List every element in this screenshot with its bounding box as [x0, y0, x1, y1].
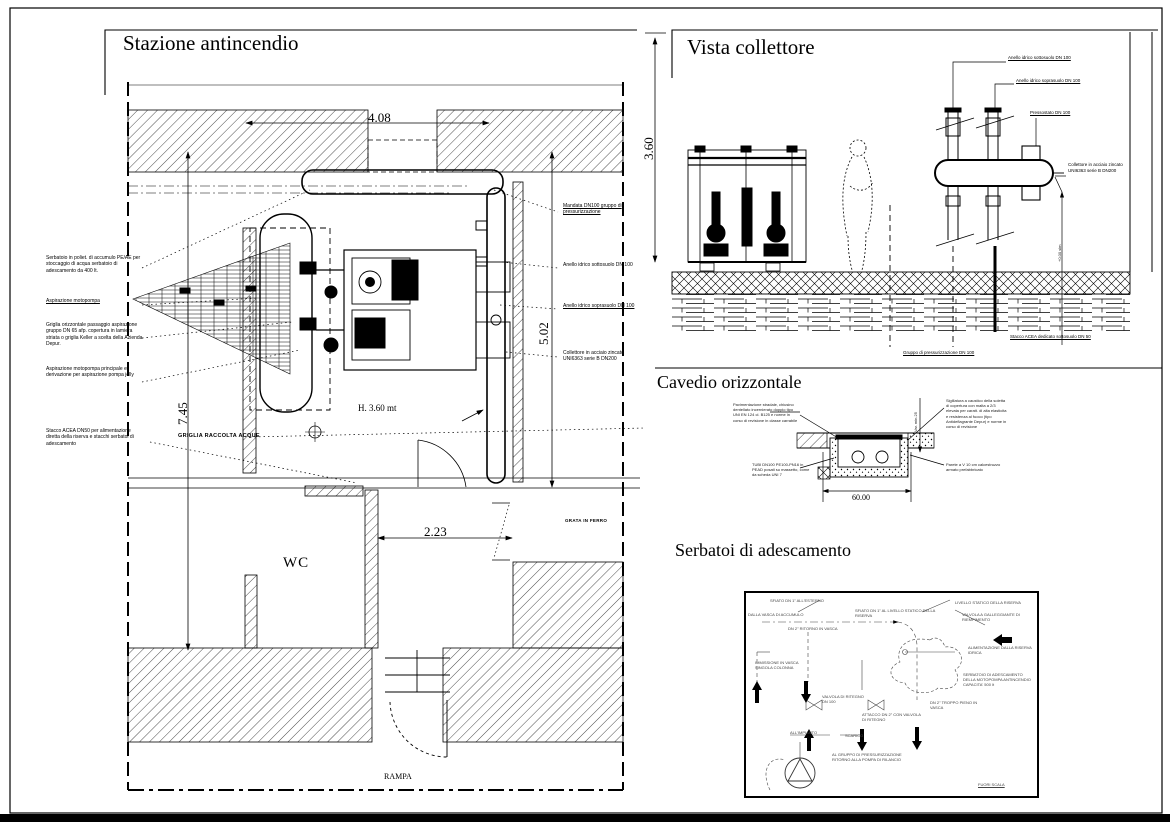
serbatoi-note-vasca-accumulo: DALLA VASCA DI ACCUMULO	[748, 612, 804, 617]
cavedio-annotation-sigillatura: Sigillatura a caustico della soletta di copertura con malta a 2/3 elevata per caratt. di alta elasticita e resistenza al fuoco (tipo Antideflagrante Depur) e norme in corso di revisione	[946, 398, 1007, 429]
cavedio-dim-bottom: 60.00	[852, 493, 870, 502]
stazione-ramp-label: RAMPA	[384, 772, 412, 781]
serbatoi-note-attacco: ATTACCO DN 2" CON VALVOLA DI RITEGNO	[862, 712, 921, 722]
stazione-dim-left: 7.45	[175, 402, 190, 425]
cavedio-annotation-pavimentazione: Pavimentazione stradale, chiusino dentellato incernierato doppio tipo UNI EN 124 cl. B125 e norme in corso di revisione in classe carrabile	[733, 402, 798, 423]
vista-label-anello-sottosuolo: Anello idrico sottosuolo DN 100	[1008, 55, 1071, 60]
stazione-label-serbatoio: Serbatoio in poliet. di accumulo PE/AE per stoccaggio di acqua serbatoio di adescamento da 400 lt.	[46, 255, 141, 274]
vista-level-note: +0.00 slm	[1057, 244, 1062, 262]
vista-label-pressostato: Pressostato DN 100	[1030, 110, 1071, 115]
vista-title: Vista collettore	[687, 35, 815, 59]
serbatoi-note-serbatoio: SERBATOIO DI ADESCAMENTO DELLA MOTOPOMPA ANTINCENDIO CAPACITA' 500 lt	[963, 672, 1031, 687]
stazione-label-aspirazione: Aspirazione motopompa	[46, 298, 100, 304]
stazione-label-mandata: Mandata DN100 gruppo di pressurizzazione	[563, 203, 622, 216]
cavedio-annotation-parete: Parete a V 10 cm calcestruzzo armato prefabbricato	[946, 462, 1001, 473]
stazione-label-anello-soprasuolo: Anello idrico soprasuolo DN 100	[563, 303, 635, 309]
stazione-dim-top: 4.08	[368, 110, 391, 125]
serbatoi-drawing	[745, 592, 1038, 797]
serbatoi-note-scarico: SCARICO	[845, 733, 864, 738]
vista-drawing	[645, 30, 1158, 347]
stazione-dim-corridor: 2.23	[424, 524, 447, 539]
stazione-label-anello-sottosuolo: Anello idrico sottosuolo DN 100	[563, 262, 633, 268]
stazione-label-aspirazione-principale: Aspirazione motopompa principale e derivazione per aspirazione pompa jolly	[46, 366, 134, 379]
stazione-note-grata: GRATA IN FERRO	[565, 518, 608, 523]
stazione-dim-right: 5.02	[536, 322, 551, 345]
cavedio-title: Cavedio orizzontale	[657, 372, 802, 392]
serbatoi-note-troppo-pieno: DN 2" TROPPO PIENO IN VASCA	[930, 700, 978, 710]
serbatoi-note-sfiato-livello: SFIATO DN 1" AL LIVELLO STATICO DELLA RISERVA	[855, 608, 936, 618]
stazione-height-note: H. 3.60 mt	[358, 403, 397, 413]
serbatoi-note-sfiato-esterno: SFIATO DN 1" ALL'ESTERNO	[770, 598, 824, 603]
stazione-note-griglia: GRIGLIA RACCOLTA ACQUE	[178, 433, 260, 439]
vista-label-anello-soprasuolo: Anello idrico soprasuolo DN 100	[1016, 78, 1081, 83]
stazione-label-griglia-orizzontale: Griglia orizzontale passaggio aspirazione gruppo DN 65 afp. copertura in lamiera striata o griglia Keller a scelta della Azienda Depur.	[46, 322, 143, 347]
serbatoi-title: Serbatoi di adescamento	[675, 540, 851, 560]
serbatoi-note-galleggiante: VALVOLA A GALLEGGIANTE DI RIEMPIMENTO	[962, 612, 1020, 622]
stazione-label-collettore: Collettore in acciaio zincato UNI6363 serie B DN200	[563, 350, 624, 363]
stazione-title: Stazione antincendio	[123, 31, 299, 55]
serbatoi-note-immissione: IMMISSIONE IN VASCA SINGOLA COLONNA	[755, 660, 799, 670]
serbatoi-note-ritorno-vasca: DN 2" RITORNO IN VASCA	[788, 626, 838, 631]
serbatoi-note-livello: LIVELLO STATICO DELLA RISERVA	[955, 600, 1021, 605]
serbatoi-note-alimentazione: ALIMENTAZIONE DALLA RISERVA IDRICA	[968, 645, 1032, 655]
vista-label-stacco-acea: Stacco ACEA dedicato sottosuolo DN 50	[1010, 334, 1091, 339]
cavedio-dim-right: Var. min.25	[913, 412, 918, 432]
stazione-room-wc: WC	[283, 555, 310, 571]
serbatoi-note-gruppo-press: AL GRUPPO DI PRESSURIZZAZIONE RITORNO ALLA POMPA DI RILANCIO	[832, 752, 902, 762]
stazione-label-stacco-acea: Stacco ACEA DN50 per alimentazione diretta della riserva e stacchi serbatoi di adescamento	[46, 428, 134, 447]
serbatoi-note-ritegno: VALVOLA DI RITEGNO DN 100	[822, 694, 864, 704]
cavedio-annotation-tubi: TUBI DN100 PE100-PN16 in PEAD posati su massetto, come da scheda UNI 7	[752, 462, 810, 478]
vista-dim-left: 3.60	[641, 137, 656, 160]
serbatoi-note-impianto: ALL'IMPIANTO	[790, 730, 818, 735]
vista-label-gruppo: Gruppo di pressurizzazione DN 100	[903, 350, 975, 355]
vista-label-collettore: Collettore in acciaio zincato UNI6363 serie B DN200	[1068, 162, 1123, 173]
serbatoi-scale-note: FUORI SCALA	[978, 782, 1005, 787]
